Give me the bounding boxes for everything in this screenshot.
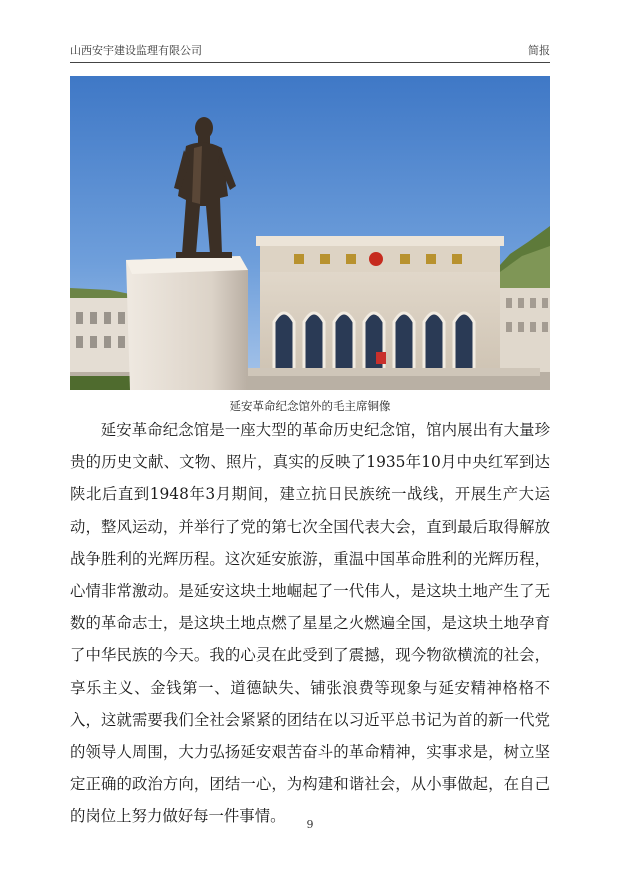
company-name: 山西安宇建设监理有限公司 bbox=[70, 44, 202, 57]
body-paragraph: 延安革命纪念馆是一座大型的革命历史纪念馆，馆内展出有大量珍贵的历史文献、文物、照片，真实的反映了1935年10月中央红军到达陕北后直到1948年3月期间，建立抗日民族统一战线，开展生产大运动，整风运动，并举行了党的第七次全国代表大会，直到最后取得解放战争胜利的光辉历程。这次延安旅游，重温中国革命胜利的光辉历程，心情非常激动。是延安这块土地崛起了一代伟人，是这块土地产生了无数的革命志士，是这块土地点燃了星星之火燃遍全国，是这块土地孕育了中华民族的今天。我的心灵在此受到了震撼，现今物欲横流的社会，享乐主义、金钱第一、道德缺失、铺张浪费等现象与延安精神格格不入，这就需要我们全社会紧紧的团结在以习近平总书记为首的新一代党的领导人周围，大力弘扬延安艰苦奋斗的革命精神，实事求是，树立坚定正确的政治方向，团结一心，为构建和谐社会，从小事做起，在自己的岗位上努力做好每一件事情。 bbox=[70, 421, 550, 826]
header-divider bbox=[70, 62, 550, 63]
page-number: 9 bbox=[306, 818, 314, 831]
figure-caption: 延安革命纪念馆外的毛主席铜像 bbox=[229, 399, 391, 413]
page-header bbox=[70, 42, 550, 58]
memorial-photo bbox=[70, 76, 550, 390]
document-type: 简报 bbox=[528, 44, 550, 57]
